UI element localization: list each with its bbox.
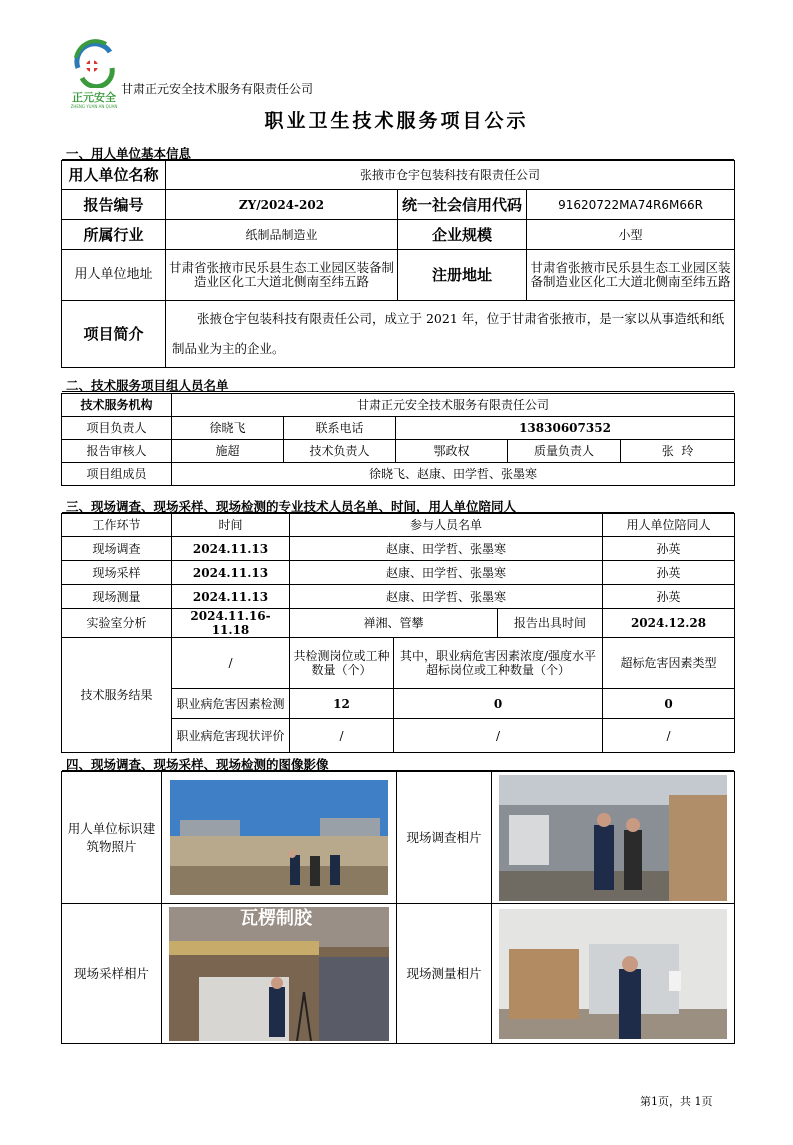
credit-code-value: 91620722MA74R6M66R	[527, 190, 735, 220]
section3-title: 三、现场调查、现场采样、现场检测的专业技术人员名单、时间，用人单位陪同人	[66, 499, 517, 514]
unit-name-label: 用人单位名称	[62, 161, 166, 190]
survey-photo	[499, 775, 727, 901]
org-value: 甘肃正元安全技术服务有限责任公司	[172, 394, 735, 417]
time-cell: 2024.11.13	[172, 585, 290, 609]
result-label: 技术服务结果	[62, 638, 172, 753]
section4-title: 四、现场调查、现场采样、现场检测的图像影像	[66, 757, 329, 772]
tech-value: 鄂政权	[396, 440, 508, 463]
col-count-header: 共检测岗位或工种数量（个）	[290, 638, 394, 689]
photo3-overlay-text: 瓦楞制胶	[240, 908, 312, 929]
table-row	[62, 585, 735, 609]
time-cell: 2024.11.13	[172, 537, 290, 561]
col-exceed-header: 其中，职业病危害因素浓度/强度水平超标岗位或工种数量（个）	[394, 638, 603, 689]
eval-count: /	[290, 719, 394, 753]
field-work-table	[61, 513, 735, 753]
section2-title: 二、技术服务项目组人员名单	[66, 378, 229, 393]
header-stage: 工作环节	[62, 514, 172, 537]
company-header: 甘肃正元安全技术服务有限责任公司	[121, 82, 314, 96]
industry-label: 所属行业	[62, 220, 166, 250]
building-sign-photo	[170, 780, 388, 895]
col-type-header: 超标危害因素类型	[603, 638, 735, 689]
report-date-label: 报告出具时间	[498, 609, 603, 638]
intro-label: 项目简介	[62, 301, 166, 368]
section-divider	[62, 391, 734, 392]
logo-pinyin: ZHENG YUAN AN QUAN	[70, 104, 118, 109]
eval-type: /	[603, 719, 735, 753]
scale-value: 小型	[527, 220, 735, 250]
time-cell: 2024.11.13	[172, 561, 290, 585]
lab-label: 实验室分析	[62, 609, 172, 638]
reviewer-value: 施超	[172, 440, 284, 463]
stage-cell: 现场采样	[62, 561, 172, 585]
team-table	[61, 393, 735, 486]
header-people: 参与人员名单	[290, 514, 603, 537]
phone-label: 联系电话	[284, 417, 396, 440]
quality-label: 质量负责人	[508, 440, 621, 463]
detect-type: 0	[603, 689, 735, 719]
eval-label: 职业病危害现状评价	[172, 719, 290, 753]
quality-value: 张 玲	[621, 440, 735, 463]
stage-cell: 现场调查	[62, 537, 172, 561]
intro-text: 张掖仓宇包装科技有限责任公司，成立于 2021 年，位于甘肃省张掖市，是一家以从事造纸和纸制品业为主的企业。	[166, 301, 735, 368]
phone-value: 13830607352	[396, 417, 735, 440]
members-label: 项目组成员	[62, 463, 172, 486]
credit-code-label: 统一社会信用代码	[398, 190, 527, 220]
lab-time: 2024.11.16-11.18	[172, 609, 290, 638]
companion-cell: 孙英	[603, 537, 735, 561]
tech-label: 技术负责人	[284, 440, 396, 463]
basic-info-table	[61, 160, 735, 368]
header-companion: 用人单位陪同人	[603, 514, 735, 537]
stage-cell: 现场测量	[62, 585, 172, 609]
lab-people: 禅湘、管攀	[290, 609, 498, 638]
companion-cell: 孙英	[603, 561, 735, 585]
address-label: 用人单位地址	[62, 250, 166, 301]
logo-text: 正元安全	[72, 91, 116, 104]
company-logo	[66, 38, 122, 109]
people-cell: 赵康、田学哲、张墨寒	[290, 537, 603, 561]
scale-label: 企业规模	[398, 220, 527, 250]
org-label: 技术服务机构	[62, 394, 172, 417]
people-cell: 赵康、田学哲、张墨寒	[290, 561, 603, 585]
photo3-label: 现场采样相片	[62, 904, 162, 1044]
leader-value: 徐晓飞	[172, 417, 284, 440]
address-value: 甘肃省张掖市民乐县生态工业园区装备制造业区化工大道北侧南至纬五路	[166, 250, 398, 301]
reg-address-label: 注册地址	[398, 250, 527, 301]
reg-address-value: 甘肃省张掖市民乐县生态工业园区装备制造业区化工大道北侧南至纬五路	[527, 250, 735, 301]
reviewer-label: 报告审核人	[62, 440, 172, 463]
report-date-value: 2024.12.28	[603, 609, 735, 638]
section1-title: 一、用人单位基本信息	[66, 146, 192, 161]
logo-emblem-icon	[66, 38, 122, 88]
table-row	[62, 561, 735, 585]
header-time: 时间	[172, 514, 290, 537]
photo2-label: 现场调查相片	[397, 772, 492, 904]
report-no-label: 报告编号	[62, 190, 166, 220]
members-value: 徐晓飞、赵康、田学哲、张墨寒	[172, 463, 735, 486]
companion-cell: 孙英	[603, 585, 735, 609]
photo1-label: 用人单位标识建筑物照片	[62, 772, 162, 904]
page-title: 职业卫生技术服务项目公示	[264, 110, 529, 132]
industry-value: 纸制品制造业	[166, 220, 398, 250]
measurement-photo	[499, 909, 727, 1039]
leader-label: 项目负责人	[62, 417, 172, 440]
detect-count: 12	[290, 689, 394, 719]
people-cell: 赵康、田学哲、张墨寒	[290, 585, 603, 609]
detect-label: 职业病危害因素检测	[172, 689, 290, 719]
table-row	[62, 537, 735, 561]
unit-name-value: 张掖市仓宇包装科技有限责任公司	[166, 161, 735, 190]
result-slash: /	[172, 638, 290, 689]
detect-exceed: 0	[394, 689, 603, 719]
photo-table	[61, 771, 735, 1044]
photo4-label: 现场测量相片	[397, 904, 492, 1044]
eval-exceed: /	[394, 719, 603, 753]
report-no-value: ZY/2024-202	[166, 190, 398, 220]
page-number: 第1页，共 1页	[640, 1095, 713, 1108]
